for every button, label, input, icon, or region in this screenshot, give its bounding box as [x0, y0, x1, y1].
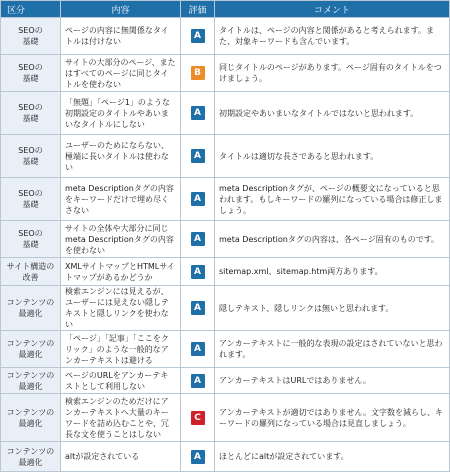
- row-grade-cell: [181, 178, 215, 221]
- header-rating: 評価: [181, 1, 215, 18]
- row-comment: meta Descriptionタグの内容は、各ページ固有のものです。: [215, 221, 450, 258]
- grade-badge: A: [191, 342, 205, 356]
- table-row: [1, 258, 450, 286]
- table-row: [1, 221, 450, 258]
- row-category: SEOの 基礎: [1, 55, 61, 92]
- row-grade-cell: [181, 258, 215, 286]
- row-content: meta Descriptionタグの内容をキーワードだけで埋め尽くさない: [61, 178, 181, 221]
- row-content: altが設定されている: [61, 442, 181, 472]
- table-row: [1, 442, 450, 472]
- row-grade-cell: [181, 394, 215, 442]
- header-content: 内容: [61, 1, 181, 18]
- row-grade-cell: [181, 221, 215, 258]
- grade-badge: A: [191, 149, 205, 163]
- grade-badge: A: [191, 450, 205, 464]
- row-comment: sitemap.xml、sitemap.htm両方あります。: [215, 258, 450, 286]
- table-row: [1, 18, 450, 55]
- row-category: SEOの 基礎: [1, 135, 61, 178]
- row-category: コンテンツの 最適化: [1, 331, 61, 368]
- row-comment: 隠しテキスト、隠しリンクは無いと思われます。: [215, 286, 450, 331]
- row-grade-cell: [181, 18, 215, 55]
- header-comment: コメント: [215, 1, 450, 18]
- table-row: [1, 178, 450, 221]
- row-category: SEOの 基礎: [1, 92, 61, 135]
- row-category: SEOの 基礎: [1, 221, 61, 258]
- table-row: [1, 135, 450, 178]
- table-header-row: [1, 1, 450, 18]
- row-comment: アンカーテキストに一般的な表現の設定はされていないと思われます。: [215, 331, 450, 368]
- row-content: 「無題」「ページ1」のような初期設定のタイトルやあいまいなタイトルにしない: [61, 92, 181, 135]
- row-comment: タイトルは、ページの内容と関係があると考えられます。また、対象キーワードも含んでいます。: [215, 18, 450, 55]
- grade-badge: A: [191, 374, 205, 388]
- table-row: [1, 92, 450, 135]
- row-comment: 同じタイトルのページがあります。ページ固有のタイトルをつけましょう。: [215, 55, 450, 92]
- row-category: SEOの 基礎: [1, 178, 61, 221]
- row-comment: アンカーテキストが適切ではありません。文字数を減らし、キーワードの羅列になっている場合は見直しましょう。: [215, 394, 450, 442]
- row-content: ページの内容に無関係なタイトルは付けない: [61, 18, 181, 55]
- grade-badge: A: [191, 265, 205, 279]
- row-category: コンテンツの 最適化: [1, 394, 61, 442]
- row-category: コンテンツの 最適化: [1, 442, 61, 472]
- row-category: コンテンツの 最適化: [1, 368, 61, 394]
- row-comment: meta Descriptionタグが、ページの概要文になっていると思われます。もしキーワードの羅列になっている場合は修正しましょう。: [215, 178, 450, 221]
- row-grade-cell: [181, 286, 215, 331]
- row-category: サイト構造の 改善: [1, 258, 61, 286]
- row-comment: タイトルは適切な長さであると思われます。: [215, 135, 450, 178]
- grade-badge: B: [191, 66, 205, 80]
- row-content: 検索エンジンのためだけにアンカーテキストへ大量のキーワードを詰め込むことや、冗長な文を使うことはしない: [61, 394, 181, 442]
- row-grade-cell: [181, 135, 215, 178]
- row-content: ページのURLをアンカーテキストとして利用しない: [61, 368, 181, 394]
- row-comment: ほとんどにaltが設定されています。: [215, 442, 450, 472]
- row-content: サイトの大部分のページ、またはすべてのページに同じタイトルを使わない: [61, 55, 181, 92]
- row-grade-cell: [181, 442, 215, 472]
- row-content: ユーザーのためにならない、極端に長いタイトルは使わない: [61, 135, 181, 178]
- row-grade-cell: [181, 92, 215, 135]
- grade-badge: A: [191, 232, 205, 246]
- row-content: 検索エンジンには見えるが、ユーザーには見えない隠しテキストと隠しリンクを使わない: [61, 286, 181, 331]
- row-content: 「ページ」「記事」「ここをクリック」のような一般的なアンカーテキストは避ける: [61, 331, 181, 368]
- grade-badge: A: [191, 192, 205, 206]
- row-grade-cell: [181, 331, 215, 368]
- row-grade-cell: [181, 368, 215, 394]
- table-row: [1, 55, 450, 92]
- row-grade-cell: [181, 55, 215, 92]
- table-row: [1, 394, 450, 442]
- row-comment: 初期設定やあいまいなタイトルではないと思われます。: [215, 92, 450, 135]
- table-body: [1, 18, 450, 472]
- row-category: SEOの 基礎: [1, 18, 61, 55]
- row-category: コンテンツの 最適化: [1, 286, 61, 331]
- row-comment: アンカーテキストはURLではありません。: [215, 368, 450, 394]
- grade-badge: A: [191, 29, 205, 43]
- table-row: [1, 286, 450, 331]
- row-content: サイトの全体や大部分に同じmeta Descriptionタグの内容を使わない: [61, 221, 181, 258]
- row-content: XMLサイトマップとHTMLサイトマップがあるかどうか: [61, 258, 181, 286]
- grade-badge: C: [191, 411, 205, 425]
- table-row: [1, 368, 450, 394]
- table-row: [1, 331, 450, 368]
- grade-badge: A: [191, 106, 205, 120]
- grade-badge: A: [191, 301, 205, 315]
- header-category: 区分: [1, 1, 61, 18]
